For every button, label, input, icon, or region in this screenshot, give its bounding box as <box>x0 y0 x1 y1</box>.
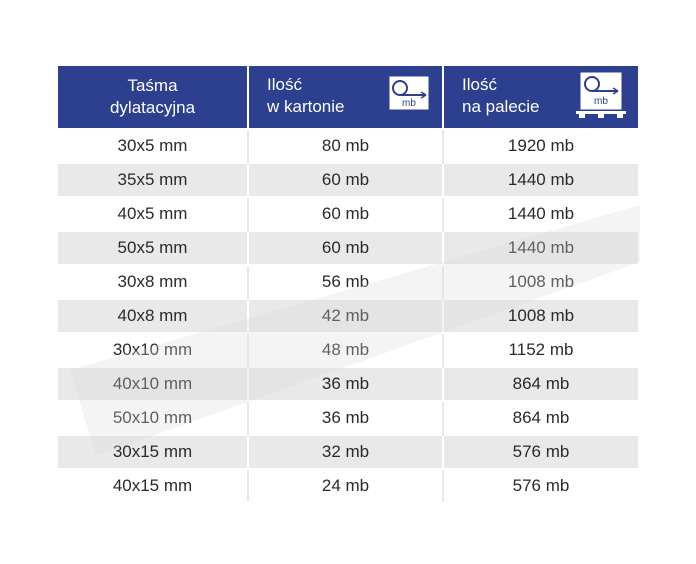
cell-pallet-qty: 864 mb <box>512 408 570 427</box>
header-pallet-qty-line2: na palecie <box>462 97 540 116</box>
table-row <box>58 163 638 197</box>
cell-tape-size: 40x15 mm <box>58 469 248 502</box>
cell-pallet-qty: 1440 mb <box>443 231 638 265</box>
cell-carton-qty: 24 mb <box>248 469 443 502</box>
table-row <box>58 333 638 367</box>
header-pallet-qty <box>443 66 638 129</box>
header-tape-type-line1: Taśma <box>127 76 178 95</box>
cell-carton-qty: 48 mb <box>248 333 443 367</box>
header-pallet-qty-line1: Ilość <box>462 75 497 94</box>
cell-tape-size: 40x10 mm <box>58 367 248 401</box>
cell-tape-size: 50x10 mm <box>58 401 248 435</box>
cell-pallet-qty: 576 mb <box>443 435 638 469</box>
cell-pallet-qty: 576 mb <box>512 476 570 495</box>
cell-tape-size: 30x5 mm <box>58 129 248 163</box>
table-row <box>58 435 638 469</box>
cell-pallet-qty: 864 mb <box>443 367 638 401</box>
header-tape-type <box>58 66 248 129</box>
cell-carton-qty: 60 mb <box>248 197 443 231</box>
cell-pallet-qty: 1152 mb <box>508 340 574 359</box>
cell-carton-qty: 56 mb <box>248 265 443 299</box>
cell-carton-qty: 32 mb <box>248 435 443 469</box>
cell-pallet-qty: 1440 mb <box>443 163 638 197</box>
cell-tape-size: 30x15 mm <box>58 435 248 469</box>
cell-tape-size: 35x5 mm <box>58 163 248 197</box>
cell-carton-qty: 60 mb <box>248 163 443 197</box>
header-tape-type-line2: dylatacyjna <box>109 98 196 117</box>
cell-carton-qty: 42 mb <box>248 299 443 333</box>
cell-pallet-qty: 1440 mb <box>507 204 575 223</box>
cell-tape-size: 40x5 mm <box>58 197 248 231</box>
table-row <box>58 367 638 401</box>
cell-carton-qty: 80 mb <box>248 129 443 163</box>
table-row <box>58 197 638 231</box>
header-carton-qty-line1: Ilość <box>267 75 302 94</box>
cell-carton-qty: 60 mb <box>248 231 443 265</box>
cell-tape-size: 30x10 mm <box>58 333 248 367</box>
table-row <box>58 469 638 502</box>
product-table <box>58 66 638 502</box>
cell-carton-qty: 36 mb <box>248 401 443 435</box>
cell-pallet-qty: 1008 mb <box>443 299 638 333</box>
roll-on-pallet-icon <box>576 71 626 119</box>
roll-on-pallet-unit: mb <box>594 96 608 107</box>
roll-in-box-unit: mb <box>402 98 416 109</box>
table-row <box>58 129 638 163</box>
header-carton-qty <box>248 66 443 129</box>
cell-carton-qty: 36 mb <box>248 367 443 401</box>
table-row <box>58 231 638 265</box>
cell-tape-size: 40x8 mm <box>58 299 248 333</box>
cell-pallet-qty: 1920 mb <box>507 136 575 155</box>
table-row <box>58 401 638 435</box>
table-header-row <box>58 66 638 129</box>
roll-in-box-icon <box>388 75 430 111</box>
cell-tape-size: 50x5 mm <box>58 231 248 265</box>
cell-tape-size: 30x8 mm <box>58 265 248 299</box>
cell-pallet-qty: 1008 mb <box>507 272 575 291</box>
table-row <box>58 299 638 333</box>
table-row <box>58 265 638 299</box>
header-carton-qty-line2: w kartonie <box>267 97 345 116</box>
